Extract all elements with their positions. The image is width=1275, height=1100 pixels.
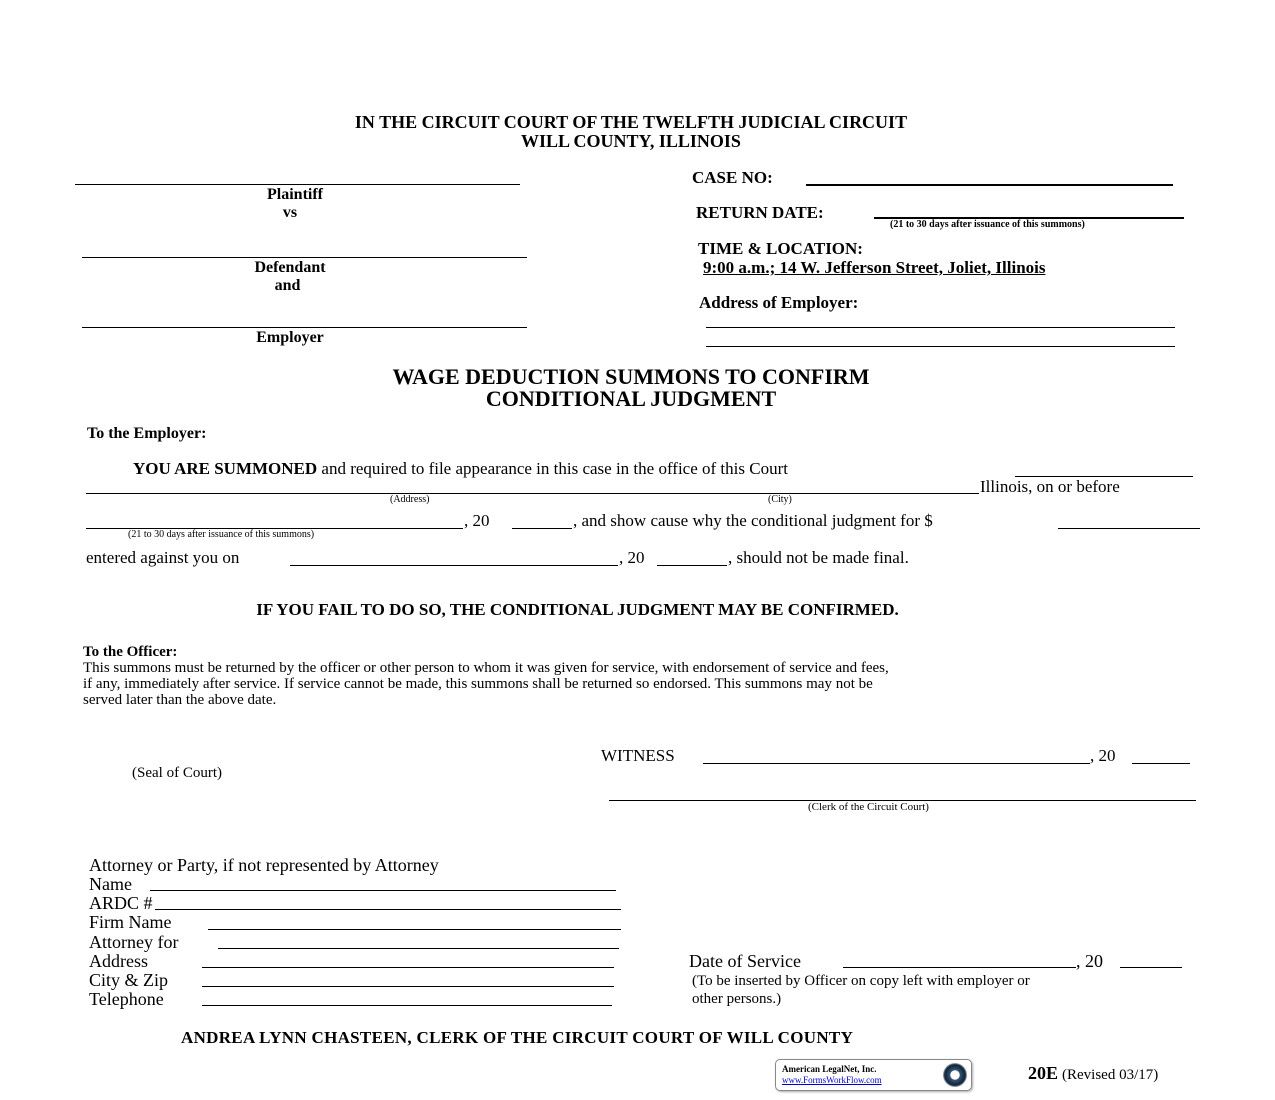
plaintiff-label: Plaintiff [267, 186, 323, 203]
to-employer-heading: To the Employer: [87, 425, 207, 442]
summoned-text: YOU ARE SUMMONED and required to file appearance in this case in the office of this Court [133, 459, 788, 478]
city-zip-field[interactable] [202, 986, 614, 987]
employer-address-line1[interactable] [706, 327, 1175, 328]
court-header-line2: WILL COUNTY, ILLINOIS [521, 131, 741, 151]
service-note-1: (To be inserted by Officer on copy left with employer or [692, 973, 1030, 989]
and-label: and [274, 277, 301, 294]
address-field[interactable] [202, 967, 614, 968]
seal-of-court: (Seal of Court) [132, 765, 222, 781]
officer-text-1: This summons must be returned by the officer or other person to whom it was given for service, with endorsement of service and fees, [83, 660, 889, 676]
year-field-1[interactable] [512, 528, 572, 529]
attorney-for-field[interactable] [218, 948, 619, 949]
entered-text: entered against you on [86, 548, 240, 567]
clerk-note: (Clerk of the Circuit Court) [808, 801, 929, 813]
service-comma-20: , 20 [1076, 951, 1103, 971]
officer-text-2: if any, immediately after service. If service cannot be made, this summons shall be returned so endorsed. This summons may not be [83, 676, 873, 692]
date-of-service-field[interactable] [843, 967, 1076, 968]
show-cause-text: , and show cause why the conditional judgment for $ [573, 511, 933, 530]
witness-year-field[interactable] [1132, 763, 1190, 764]
defendant-label: Defendant [254, 259, 326, 276]
employer-label: Employer [256, 329, 324, 346]
case-no-label: CASE NO: [692, 168, 773, 187]
attorney-heading: Attorney or Party, if not represented by Attorney [89, 855, 439, 875]
time-location-value: 9:00 a.m.; 14 W. Jefferson Street, Joliet, Illinois [703, 258, 1046, 277]
vs-label: vs [282, 204, 298, 221]
attorney-name-field[interactable] [150, 890, 616, 891]
telephone-label: Telephone [89, 989, 164, 1009]
ardc-field[interactable] [155, 909, 621, 910]
final-text: , should not be made final. [728, 548, 909, 567]
city-zip-label: City & Zip [89, 970, 169, 990]
witness-field[interactable] [703, 763, 1090, 764]
warning-text: IF YOU FAIL TO DO SO, THE CONDITIONAL JUDGMENT MAY BE CONFIRMED. [256, 600, 899, 619]
service-note-2: other persons.) [692, 991, 782, 1007]
days-note: (21 to 30 days after issuance of this summons) [128, 529, 315, 540]
entered-date-field[interactable] [290, 565, 618, 566]
to-officer-heading: To the Officer: [83, 644, 178, 660]
comma-20-2: , 20 [619, 548, 645, 567]
officer-text-3: served later than the above date. [83, 692, 277, 708]
form-title-line1: WAGE DEDUCTION SUMMONS TO CONFIRM [392, 364, 870, 389]
employer-address-line2[interactable] [706, 346, 1175, 347]
judgment-amount-field[interactable] [1058, 528, 1200, 529]
american-legalnet-logo[interactable]: American LegalNet, Inc. www.FormsWorkFlow.com [775, 1059, 972, 1091]
date-of-service-label: Date of Service [689, 951, 801, 971]
address-note: (Address) [390, 494, 430, 505]
court-header-line1: IN THE CIRCUIT COURT OF THE TWELFTH JUDICIAL CIRCUIT [354, 112, 908, 132]
firm-name-label: Firm Name [89, 912, 172, 932]
return-date-label: RETURN DATE: [696, 203, 824, 222]
service-year-field[interactable] [1120, 967, 1182, 968]
time-location-label: TIME & LOCATION: [698, 239, 863, 258]
address-employer-label: Address of Employer: [699, 293, 859, 312]
attorney-name-label: Name [89, 874, 132, 894]
case-no-field[interactable] [806, 184, 1173, 186]
plaintiff-line[interactable] [75, 184, 520, 185]
form-title-line2: CONDITIONAL JUDGMENT [485, 386, 777, 411]
address-label: Address [89, 951, 148, 971]
witness-comma-20: , 20 [1090, 746, 1116, 765]
telephone-field[interactable] [202, 1005, 612, 1006]
form-number: 20E (Revised 03/17) [1028, 1063, 1159, 1083]
comma-20-1: , 20 [464, 511, 490, 530]
formsworkflow-link[interactable]: www.FormsWorkFlow.com [782, 1075, 882, 1085]
city-note: (City) [768, 494, 792, 505]
firm-name-field[interactable] [208, 929, 621, 930]
defendant-line[interactable] [82, 257, 527, 258]
employer-line[interactable] [82, 327, 527, 328]
illinois-text: Illinois, on or before [980, 477, 1120, 496]
return-date-note: (21 to 30 days after issuance of this summons) [890, 219, 1085, 230]
logo-seal-icon [943, 1063, 967, 1087]
witness-label: WITNESS [601, 746, 675, 765]
address-city-field[interactable] [86, 493, 979, 494]
clerk-footer: ANDREA LYNN CHASTEEN, CLERK OF THE CIRCUIT COURT OF WILL COUNTY [181, 1028, 854, 1047]
ardc-label: ARDC # [89, 893, 153, 913]
attorney-for-label: Attorney for [89, 932, 179, 952]
year-field-2[interactable] [657, 565, 727, 566]
